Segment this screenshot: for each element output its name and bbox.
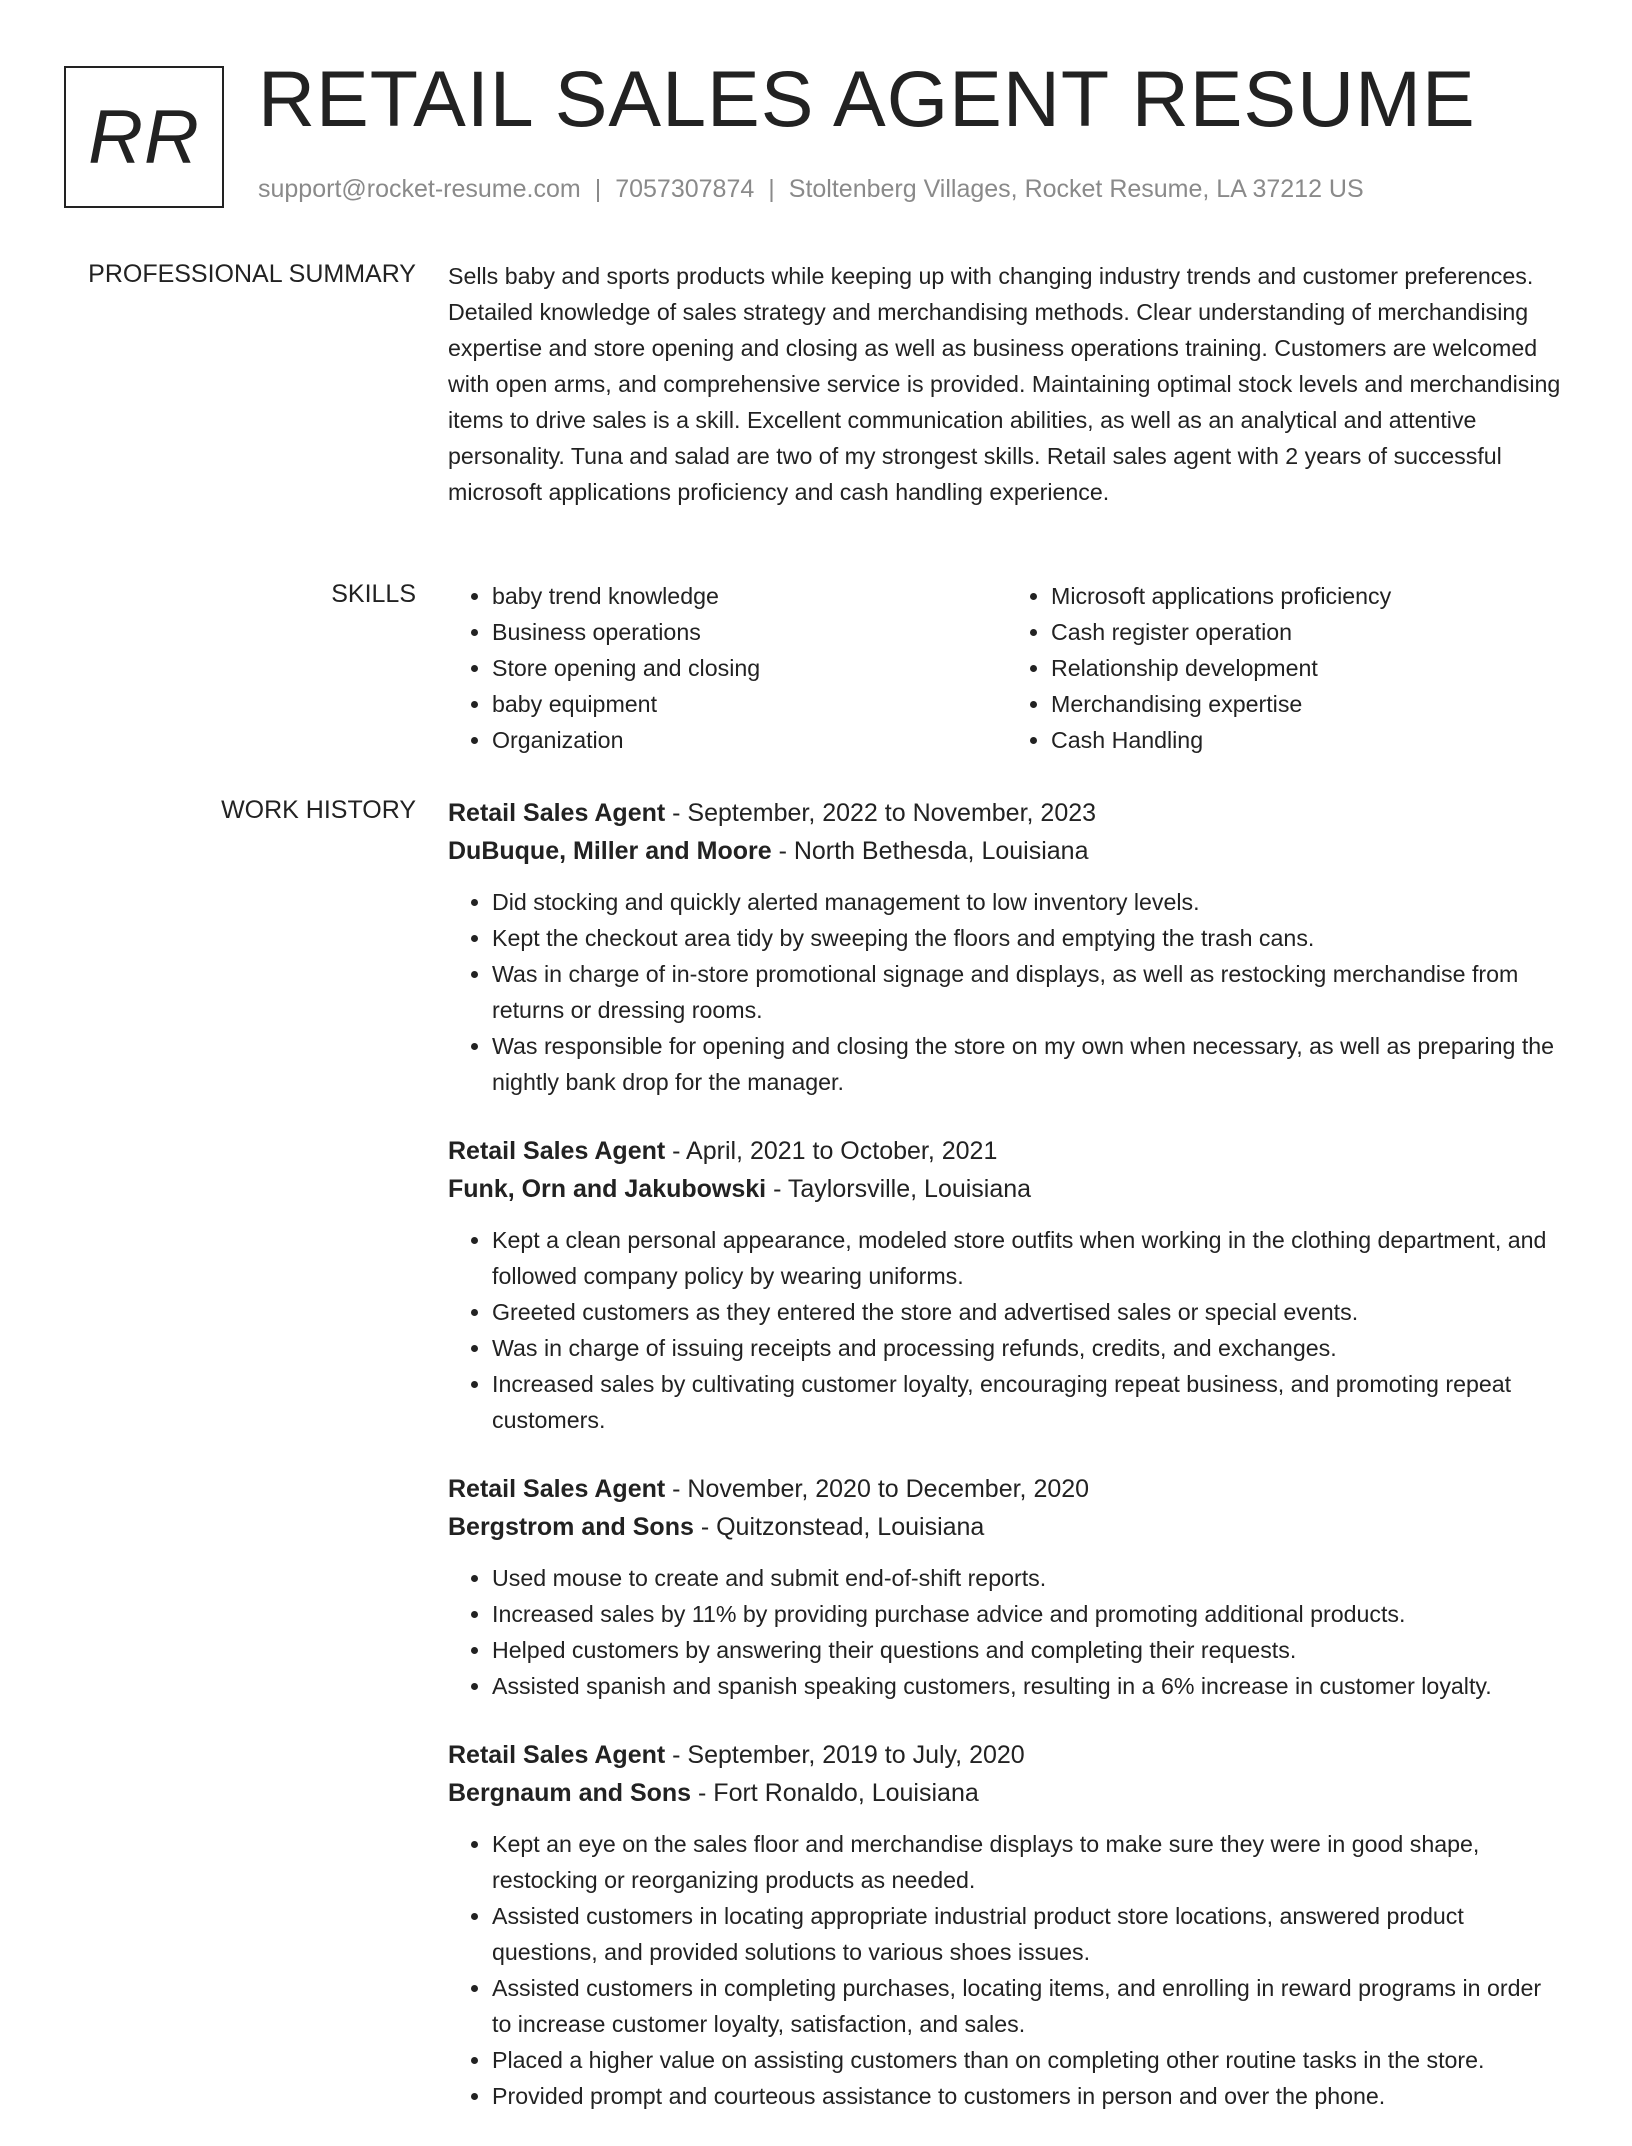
job-bullet: • Did stocking and quickly alerted management to low inventory levels. [492, 884, 1566, 920]
skill-item: • Store opening and closing [492, 650, 1007, 686]
skill-item: • Relationship development [1051, 650, 1566, 686]
job-bullet: • Kept a clean personal appearance, modeled store outfits when working in the clothing department, and followed company policy by wearing uniforms. [492, 1222, 1566, 1294]
job-title-line [448, 1132, 1566, 1170]
job-bullet: • Increased sales by 11% by providing purchase advice and promoting additional products. [492, 1596, 1566, 1632]
job-title: Retail Sales Agent [448, 1137, 666, 1165]
skills-body [448, 578, 1566, 758]
job-title-line [448, 794, 1566, 832]
monogram-logo: RR [64, 66, 224, 208]
job-bullet: • Provided prompt and courteous assistance to customers in person and over the phone. [492, 2078, 1566, 2114]
job-entry [448, 794, 1566, 1100]
skill-item: • Organization [492, 722, 1007, 758]
contact-line [258, 175, 1364, 204]
skill-item: • Merchandising expertise [1051, 686, 1566, 722]
contact-address: Stoltenberg Villages, Rocket Resume, LA 37212 US [788, 175, 1364, 203]
job-bullet-list [448, 884, 1566, 1100]
contact-email: support@rocket-resume.com [258, 175, 581, 203]
job-bullet: • Was responsible for opening and closing the store on my own when necessary, as well as preparing the nightly bank drop for the manager. [492, 1028, 1566, 1100]
job-dates: - September, 2022 to November, 2023 [665, 799, 1097, 827]
resume-title: RETAIL SALES AGENT RESUME [258, 54, 1476, 143]
job-dates: - April, 2021 to October, 2021 [665, 1137, 998, 1165]
job-location: - Taylorsville, Louisiana [766, 1175, 1032, 1203]
job-bullet: • Was in charge of in-store promotional signage and displays, as well as restocking merchandise from returns or dressing rooms. [492, 956, 1566, 1028]
job-location: - North Bethesda, Louisiana [771, 837, 1089, 865]
contact-separator: | [594, 175, 602, 203]
job-entry [448, 1736, 1566, 2114]
summary-text: Sells baby and sports products while keeping up with changing industry trends and customer preferences. Detailed knowledge of sales strategy and merchandising methods. Clear understanding of merchandising expertise and store opening and closing as well as business operations training. Customers are welcomed with open arms, and comprehensive service is provided. Maintaining optimal stock levels and merchandising items to drive sales is a skill. Excellent communication abilities, as well as an analytical and attentive personality. Tuna and salad are two of my strongest skills. Retail sales agent with 2 years of successful microsoft applications proficiency and cash handling experience. [448, 263, 1561, 505]
skill-item: • Business operations [492, 614, 1007, 650]
job-company-line [448, 1508, 1566, 1546]
contact-separator: | [768, 175, 775, 203]
work-history-body [448, 794, 1566, 2146]
job-company: Bergnaum and Sons [448, 1779, 692, 1807]
job-company: DuBuque, Miller and Moore [448, 837, 772, 865]
job-bullet: • Assisted customers in locating appropriate industrial product store locations, answered product questions, and provided solutions to various shoes issues. [492, 1898, 1566, 1970]
job-bullet-list [448, 1222, 1566, 1438]
skill-item: • baby trend knowledge [492, 578, 1007, 614]
job-bullet: • Was in charge of issuing receipts and processing refunds, credits, and exchanges. [492, 1330, 1566, 1366]
job-bullet: • Assisted customers in completing purchases, locating items, and enrolling in reward programs in order to increase customer loyalty, satisfaction, and sales. [492, 1970, 1566, 2042]
skill-item: • Microsoft applications proficiency [1051, 578, 1566, 614]
job-company-line [448, 1170, 1566, 1208]
skills-list-left [448, 578, 1007, 758]
job-bullet: • Helped customers by answering their questions and completing their requests. [492, 1632, 1566, 1668]
job-company: Bergstrom and Sons [448, 1513, 694, 1541]
job-title: Retail Sales Agent [448, 799, 666, 827]
job-entry [448, 1470, 1566, 1704]
job-company: Funk, Orn and Jakubowski [448, 1175, 767, 1203]
job-bullet-list [448, 1826, 1566, 2114]
job-bullet: • Kept the checkout area tidy by sweeping the floors and emptying the trash cans. [492, 920, 1566, 956]
job-title-line [448, 1736, 1566, 1774]
job-location: - Fort Ronaldo, Louisiana [691, 1779, 979, 1807]
job-bullet: • Greeted customers as they entered the store and advertised sales or special events. [492, 1294, 1566, 1330]
job-title-line [448, 1470, 1566, 1508]
job-dates: - September, 2019 to July, 2020 [665, 1741, 1025, 1769]
skill-item: • baby equipment [492, 686, 1007, 722]
section-heading-work-history: WORK HISTORY [221, 796, 416, 824]
job-bullet: • Assisted spanish and spanish speaking customers, resulting in a 6% increase in customer loyalty. [492, 1668, 1566, 1704]
summary-body [448, 258, 1566, 510]
job-title: Retail Sales Agent [448, 1741, 666, 1769]
job-bullet: • Kept an eye on the sales floor and merchandise displays to make sure they were in good shape, restocking or reorganizing products as needed. [492, 1826, 1566, 1898]
job-bullet-list [448, 1560, 1566, 1704]
job-company-line [448, 832, 1566, 870]
contact-phone: 7057307874 [615, 175, 755, 203]
skill-item: • Cash register operation [1051, 614, 1566, 650]
skill-item: • Cash Handling [1051, 722, 1566, 758]
skills-list-right [1007, 578, 1566, 758]
job-title: Retail Sales Agent [448, 1475, 666, 1503]
job-bullet: • Placed a higher value on assisting customers than on completing other routine tasks in the store. [492, 2042, 1566, 2078]
job-bullet: • Used mouse to create and submit end-of-shift reports. [492, 1560, 1566, 1596]
section-heading-summary: PROFESSIONAL SUMMARY [88, 260, 416, 288]
job-location: - Quitzonstead, Louisiana [693, 1513, 985, 1541]
job-bullet: • Increased sales by cultivating customer loyalty, encouraging repeat business, and promoting repeat customers. [492, 1366, 1566, 1438]
section-heading-skills: SKILLS [331, 580, 416, 608]
job-entry [448, 1132, 1566, 1438]
job-dates: - November, 2020 to December, 2020 [665, 1475, 1090, 1503]
job-company-line [448, 1774, 1566, 1812]
